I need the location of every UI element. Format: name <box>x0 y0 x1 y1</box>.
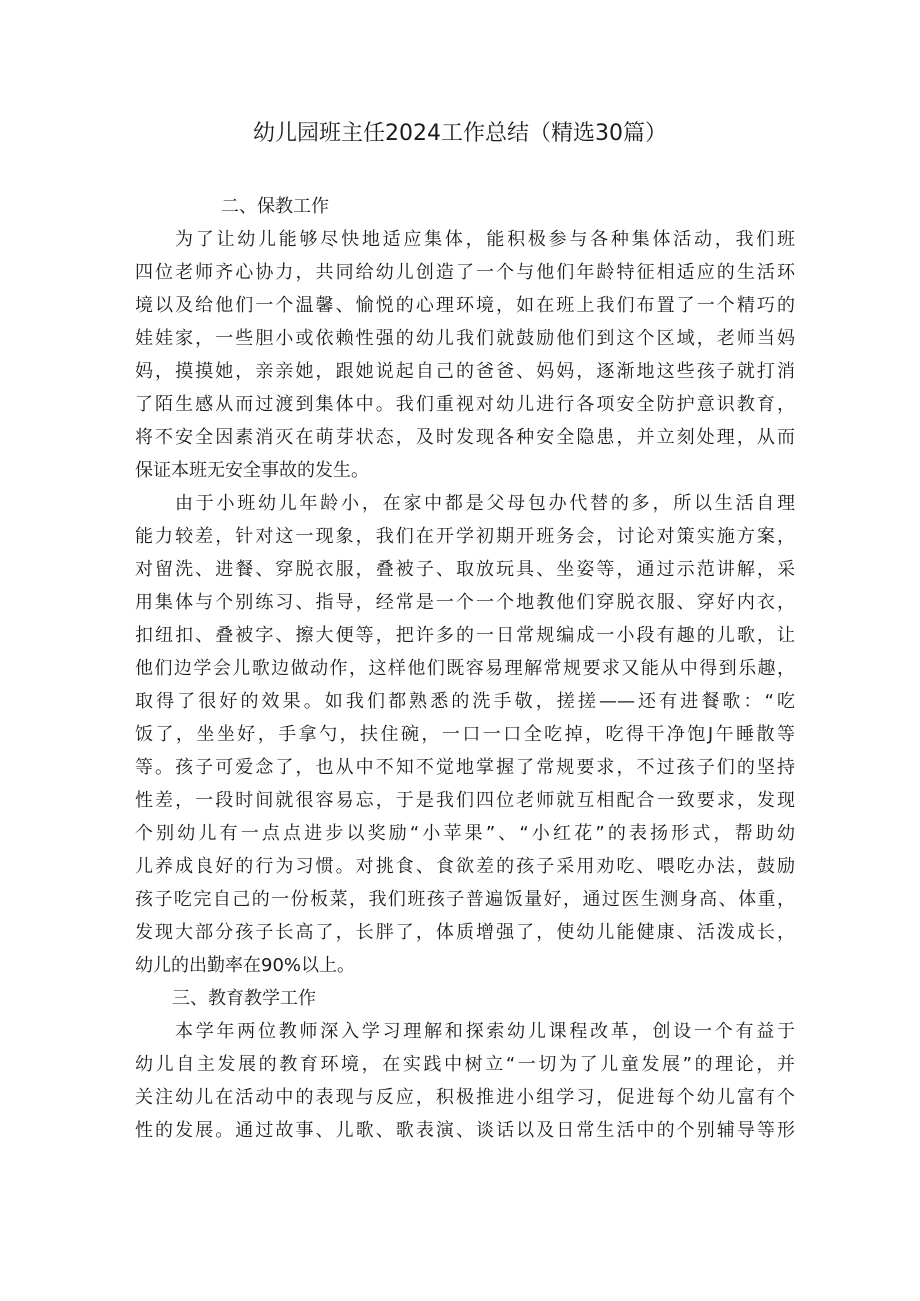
text-line: 饭了，坐坐好，手拿勺，扶住碗，一口一口全吃掉，吃得干净饱J午睡散等 <box>135 724 795 745</box>
text-line: 为了让幼儿能够尽快地适应集体，能积极参与各种集体活动，我们班 <box>175 229 795 250</box>
text-line: 个别幼儿有一点点进步以奖励“小苹果”、“小红花”的表扬形式，帮助幼 <box>135 823 795 844</box>
paragraph <box>135 223 795 487</box>
section-heading-jiaoyu: 三、教育教学工作 <box>172 988 316 1009</box>
text-line: 他们边学会儿歌边做动作，这样他们既容易理解常规要求又能从中得到乐趣， <box>135 658 795 679</box>
text-line: 本学年两位教师深入学习理解和探索幼儿课程改革，创设一个有益于 <box>175 1021 795 1042</box>
text-line: 四位老师齐心协力，共同给幼儿创造了一个与他们年龄特征相适应的生活环 <box>135 262 795 283</box>
text-line: 扣纽扣、叠被字、擦大便等，把许多的一日常规编成一小段有趣的儿歌，让 <box>135 625 795 646</box>
text-line: 关注幼儿在活动中的表现与反应，积极推进小组学习，促进每个幼儿富有个 <box>135 1087 795 1108</box>
text-line: 发现大部分孩子长高了，长胖了，体质增强了，使幼儿能健康、活泼成长， <box>135 922 795 943</box>
text-line: 了陌生感从而过渡到集体中。我们重视对幼儿进行各项安全防护意识教育， <box>135 394 795 415</box>
paragraph <box>135 487 795 982</box>
text-line: 等。孩子可爱念了，也从中不知不觉地掌握了常规要求，不过孩子们的坚持 <box>135 757 795 778</box>
text-line: 能力较差，针对这一现象，我们在开学初期开班务会，讨论对策实施方案， <box>135 526 795 547</box>
paragraph <box>135 1015 795 1147</box>
text-line: 性差，一段时间就很容易忘，于是我们四位老师就互相配合一致要求，发现 <box>135 790 795 811</box>
text-line: 孩子吃完自己的一份板菜，我们班孩子普遍饭量好，通过医生测身高、体重， <box>135 889 795 910</box>
text-line: 境以及给他们一个温馨、愉悦的心理环境，如在班上我们布置了一个精巧的 <box>135 295 795 316</box>
text-line: 妈，摸摸她，亲亲她，跟她说起自己的爸爸、妈妈，逐渐地这些孩子就打消 <box>135 361 795 382</box>
document-body <box>135 190 795 1147</box>
text-line: 取得了很好的效果。如我们都熟悉的洗手敬，搓搓——还有进餐歌：“吃 <box>135 691 795 712</box>
text-line: 幼儿自主发展的教育环境，在实践中树立“一切为了儿童发展”的理论，并 <box>135 1054 795 1075</box>
text-line: 儿养成良好的行为习惯。对挑食、食欲差的孩子采用劝吃、喂吃办法，鼓励 <box>135 856 795 877</box>
text-line: 娃娃家，一些胆小或依赖性强的幼儿我们就鼓励他们到这个区域，老师当妈 <box>135 328 795 349</box>
text-line: 保证本班无安全事故的发生。 <box>135 460 369 481</box>
text-line: 由于小班幼儿年龄小，在家中都是父母包办代替的多，所以生活自理 <box>175 493 795 514</box>
text-line: 用集体与个别练习、指导，经常是一个一个地教他们穿脱衣服、穿好内衣， <box>135 592 795 613</box>
text-line: 性的发展。通过故事、儿歌、歌表演、谈话以及日常生活中的个别辅导等形 <box>135 1120 795 1141</box>
document-title: 幼儿园班主任2024工作总结（精选30篇） <box>253 121 667 146</box>
section-heading-baojiao: 二、保教工作 <box>221 196 329 217</box>
text-line: 对留洗、进餐、穿脱衣服，叠被子、取放玩具、坐姿等，通过示范讲解，采 <box>135 559 795 580</box>
text-line: 将不安全因素消灭在萌芽状态，及时发现各种安全隐患，并立刻处理，从而 <box>135 427 795 448</box>
text-line: 幼儿的出勤率在90%以上。 <box>135 955 356 976</box>
